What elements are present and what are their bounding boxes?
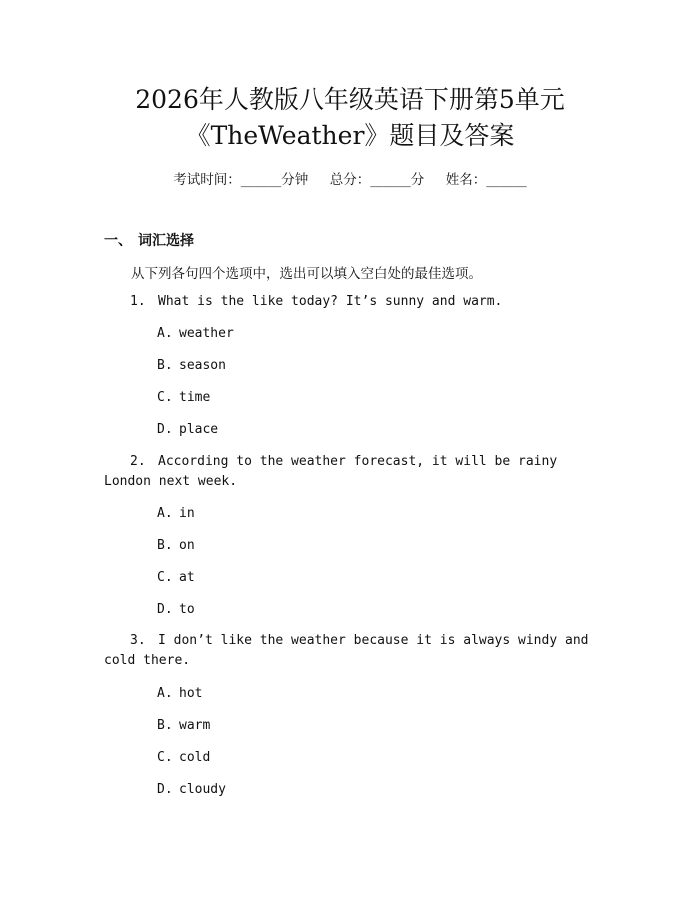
option-3c: C. cold [157, 750, 211, 765]
section-title: 词汇选择 [138, 233, 194, 249]
question-2 [104, 452, 596, 492]
option-3a: A. hot [157, 686, 203, 701]
option-2d: D. to [157, 602, 195, 617]
option-1c: C. time [157, 390, 211, 405]
option-2c: C. at [157, 570, 195, 585]
doc-title-line2: 《TheWeather》题目及答案 [185, 121, 515, 150]
section-heading [104, 230, 194, 250]
question-1 [104, 292, 596, 312]
option-1d: D. place [157, 422, 219, 437]
question-number: 2. [130, 454, 146, 469]
section-instruction: 从下列各句四个选项中，选出可以填入空白处的最佳选项。 [131, 266, 482, 282]
question-text: I don’t like the weather because it is always windy and cold there. [104, 633, 589, 668]
exam-info-line: 考试时间：______分钟 总分：______分 姓名：______ [173, 172, 527, 188]
section-number: 一、 [104, 233, 132, 249]
question-text: According to the weather forecast, it will be rainy London next week. [104, 454, 558, 489]
option-2a: A. in [157, 506, 195, 521]
question-3 [104, 631, 596, 671]
option-2b: B. on [157, 538, 195, 553]
question-number: 1. [130, 294, 146, 309]
option-3b: B. warm [157, 718, 211, 733]
doc-title-line1: 2026年人教版八年级英语下册第5单元 [135, 85, 565, 114]
question-number: 3. [130, 633, 146, 648]
question-text: What is the like today? It’s sunny and warm. [158, 294, 503, 309]
option-3d: D. cloudy [157, 782, 226, 797]
option-1b: B. season [157, 358, 226, 373]
option-1a: A. weather [157, 326, 234, 341]
